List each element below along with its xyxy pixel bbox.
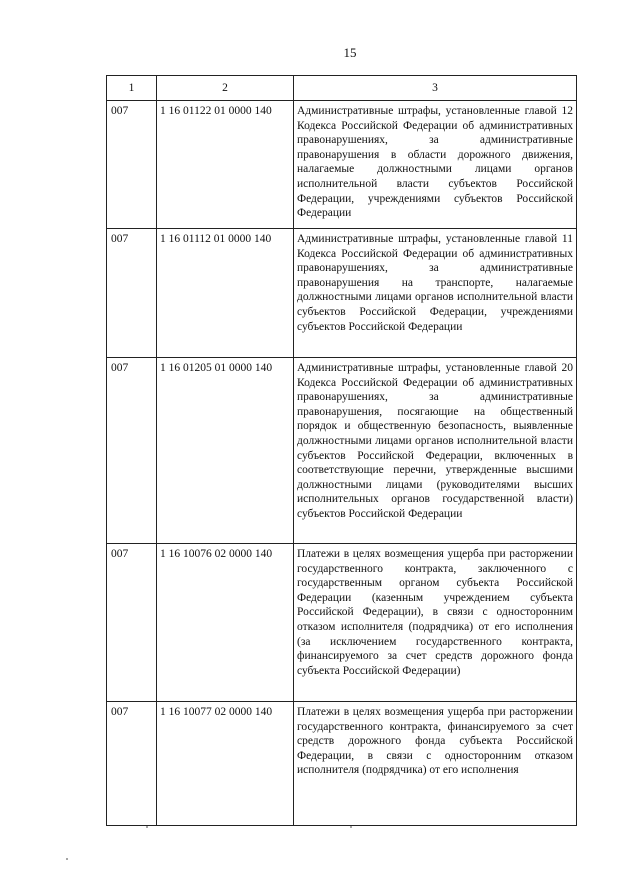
- revenue-code-cell: 1 16 01112 01 0000 140: [157, 229, 294, 358]
- scan-speck: [146, 826, 148, 828]
- table-row: [107, 358, 577, 544]
- description-cell: Административные штрафы, установленные главой 12 Кодекса Российской Федерации об административных правонарушениях, за административные правонарушения в области дорожного движения, налагаемые должностными лицами органов исполнительной власти субъектов Российской Федерации, учреждениями субъектов Российской Федерации: [294, 101, 577, 229]
- column-header-3: 3: [294, 76, 577, 101]
- admin-code-cell: 007: [107, 229, 157, 358]
- revenue-code-cell: 1 16 01122 01 0000 140: [157, 101, 294, 229]
- column-header-2: 2: [157, 76, 294, 101]
- scan-speck: [350, 826, 352, 828]
- description-cell: Административные штрафы, установленные главой 11 Кодекса Российской Федерации об административных правонарушениях, за административные правонарушения на транспорте, налагаемые должностными лицами органов исполнительной власти субъектов Российской Федерации, учреждениями субъектов Российской Федерации: [294, 229, 577, 358]
- revenue-code-cell: 1 16 10076 02 0000 140: [157, 544, 294, 702]
- table-header-row: [107, 76, 577, 101]
- description-cell: Административные штрафы, установленные главой 20 Кодекса Российской Федерации об административных правонарушениях, за административные правонарушения, посягающие на общественный порядок и общественную безопасность, выявленные должностными лицами органов исполнительной власти субъектов Российской Федерации, включенных в соответствующие перечни, утвержденные высшими должностными лицами (руководителями высших исполнительных органов государственной власти) субъектов Российской Федерации: [294, 358, 577, 544]
- page-number: 15: [343, 45, 357, 60]
- table-row: [107, 101, 577, 229]
- admin-code-cell: 007: [107, 702, 157, 826]
- table-row: [107, 544, 577, 702]
- description-cell: Платежи в целях возмещения ущерба при расторжении государственного контракта, заключенного с государственным органом субъекта Российской Федерации (казенным учреждением субъекта Российской Федерации), в связи с односторонним отказом исполнителя (подрядчика) от его исполнения (за исключением государственного контракта, финансируемого за счет средств дорожного фонда субъекта Российской Федерации): [294, 544, 577, 702]
- table-row: [107, 702, 577, 826]
- scan-speck: [66, 858, 68, 860]
- admin-code-cell: 007: [107, 101, 157, 229]
- table-row: [107, 229, 577, 358]
- revenue-code-cell: 1 16 10077 02 0000 140: [157, 702, 294, 826]
- admin-code-cell: 007: [107, 358, 157, 544]
- column-header-1: 1: [107, 76, 157, 101]
- revenue-code-cell: 1 16 01205 01 0000 140: [157, 358, 294, 544]
- admin-code-cell: 007: [107, 544, 157, 702]
- description-cell: Платежи в целях возмещения ущерба при расторжении государственного контракта, финансируемого за счет средств дорожного фонда субъекта Российской Федерации, в связи с односторонним отказом исполнителя (подрядчика) от его исполнения: [294, 702, 577, 826]
- revenue-codes-table: [106, 75, 577, 826]
